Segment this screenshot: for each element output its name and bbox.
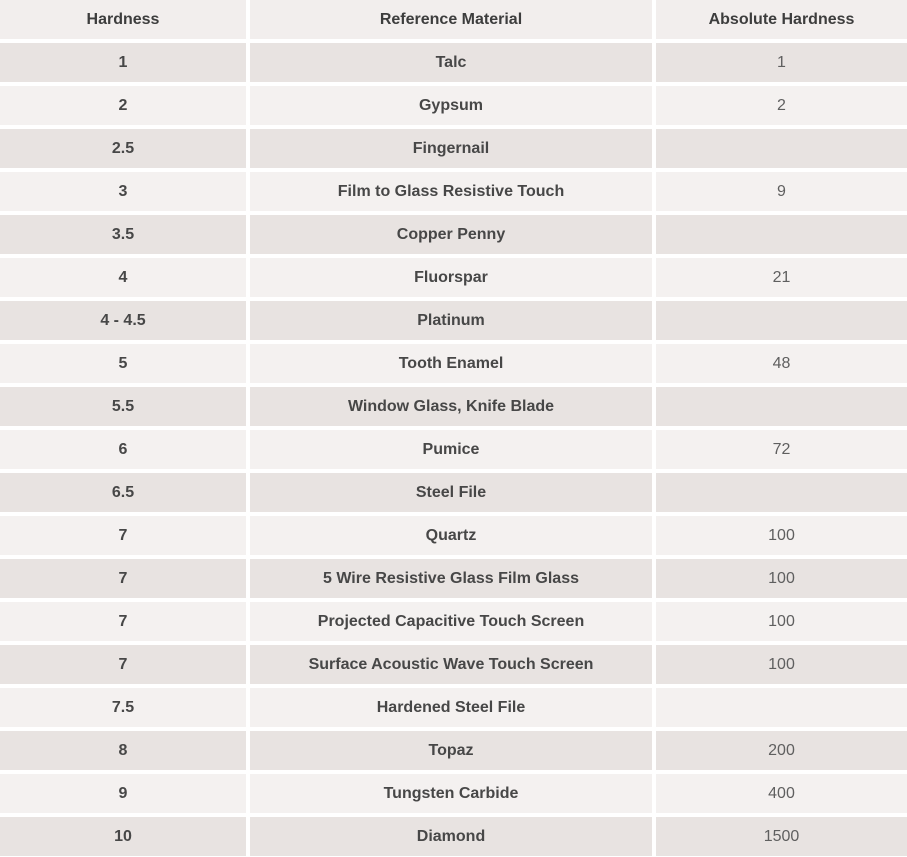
reference-material-cell: Gypsum [250,86,652,125]
table-row [0,559,907,598]
column-header-absolute-hardness: Absolute Hardness [656,0,907,39]
reference-material-cell: Pumice [250,430,652,469]
absolute-hardness-cell: 400 [656,774,907,813]
hardness-cell: 2.5 [0,129,246,168]
absolute-hardness-cell [656,215,907,254]
hardness-cell: 7.5 [0,688,246,727]
reference-material-cell: Projected Capacitive Touch Screen [250,602,652,641]
hardness-cell: 4 - 4.5 [0,301,246,340]
hardness-cell: 10 [0,817,246,856]
absolute-hardness-cell: 100 [656,516,907,555]
table-row [0,301,907,340]
table-row [0,516,907,555]
table-row [0,172,907,211]
table-row [0,344,907,383]
absolute-hardness-cell: 100 [656,559,907,598]
column-header-hardness: Hardness [0,0,246,39]
reference-material-cell: Diamond [250,817,652,856]
hardness-cell: 2 [0,86,246,125]
table-row [0,43,907,82]
reference-material-cell: Platinum [250,301,652,340]
absolute-hardness-cell: 100 [656,602,907,641]
reference-material-cell: Surface Acoustic Wave Touch Screen [250,645,652,684]
absolute-hardness-cell [656,129,907,168]
reference-material-cell: Copper Penny [250,215,652,254]
hardness-cell: 3.5 [0,215,246,254]
table-row [0,473,907,512]
hardness-cell: 8 [0,731,246,770]
hardness-cell: 7 [0,516,246,555]
absolute-hardness-cell: 72 [656,430,907,469]
absolute-hardness-cell [656,301,907,340]
reference-material-cell: Talc [250,43,652,82]
reference-material-cell: Tooth Enamel [250,344,652,383]
hardness-cell: 1 [0,43,246,82]
hardness-cell: 6.5 [0,473,246,512]
table-row [0,774,907,813]
hardness-cell: 5.5 [0,387,246,426]
reference-material-cell: Topaz [250,731,652,770]
hardness-cell: 4 [0,258,246,297]
table-row [0,731,907,770]
table-header-row [0,0,907,39]
reference-material-cell: Film to Glass Resistive Touch [250,172,652,211]
table-row [0,387,907,426]
reference-material-cell: Hardened Steel File [250,688,652,727]
absolute-hardness-cell: 200 [656,731,907,770]
absolute-hardness-cell: 100 [656,645,907,684]
absolute-hardness-cell: 2 [656,86,907,125]
table-row [0,258,907,297]
reference-material-cell: Steel File [250,473,652,512]
hardness-cell: 5 [0,344,246,383]
table-row [0,688,907,727]
hardness-cell: 9 [0,774,246,813]
column-header-reference-material: Reference Material [250,0,652,39]
reference-material-cell: Fingernail [250,129,652,168]
reference-material-cell: Quartz [250,516,652,555]
table-row [0,602,907,641]
absolute-hardness-cell: 48 [656,344,907,383]
absolute-hardness-cell: 1 [656,43,907,82]
table-row [0,817,907,856]
absolute-hardness-cell [656,473,907,512]
absolute-hardness-cell [656,688,907,727]
reference-material-cell: Fluorspar [250,258,652,297]
hardness-cell: 6 [0,430,246,469]
table-row [0,215,907,254]
hardness-cell: 7 [0,602,246,641]
table-row [0,86,907,125]
table-row [0,430,907,469]
hardness-cell: 7 [0,645,246,684]
reference-material-cell: 5 Wire Resistive Glass Film Glass [250,559,652,598]
hardness-cell: 7 [0,559,246,598]
absolute-hardness-cell [656,387,907,426]
absolute-hardness-cell: 9 [656,172,907,211]
reference-material-cell: Tungsten Carbide [250,774,652,813]
table-row [0,645,907,684]
absolute-hardness-cell: 1500 [656,817,907,856]
absolute-hardness-cell: 21 [656,258,907,297]
table-row [0,129,907,168]
hardness-cell: 3 [0,172,246,211]
reference-material-cell: Window Glass, Knife Blade [250,387,652,426]
